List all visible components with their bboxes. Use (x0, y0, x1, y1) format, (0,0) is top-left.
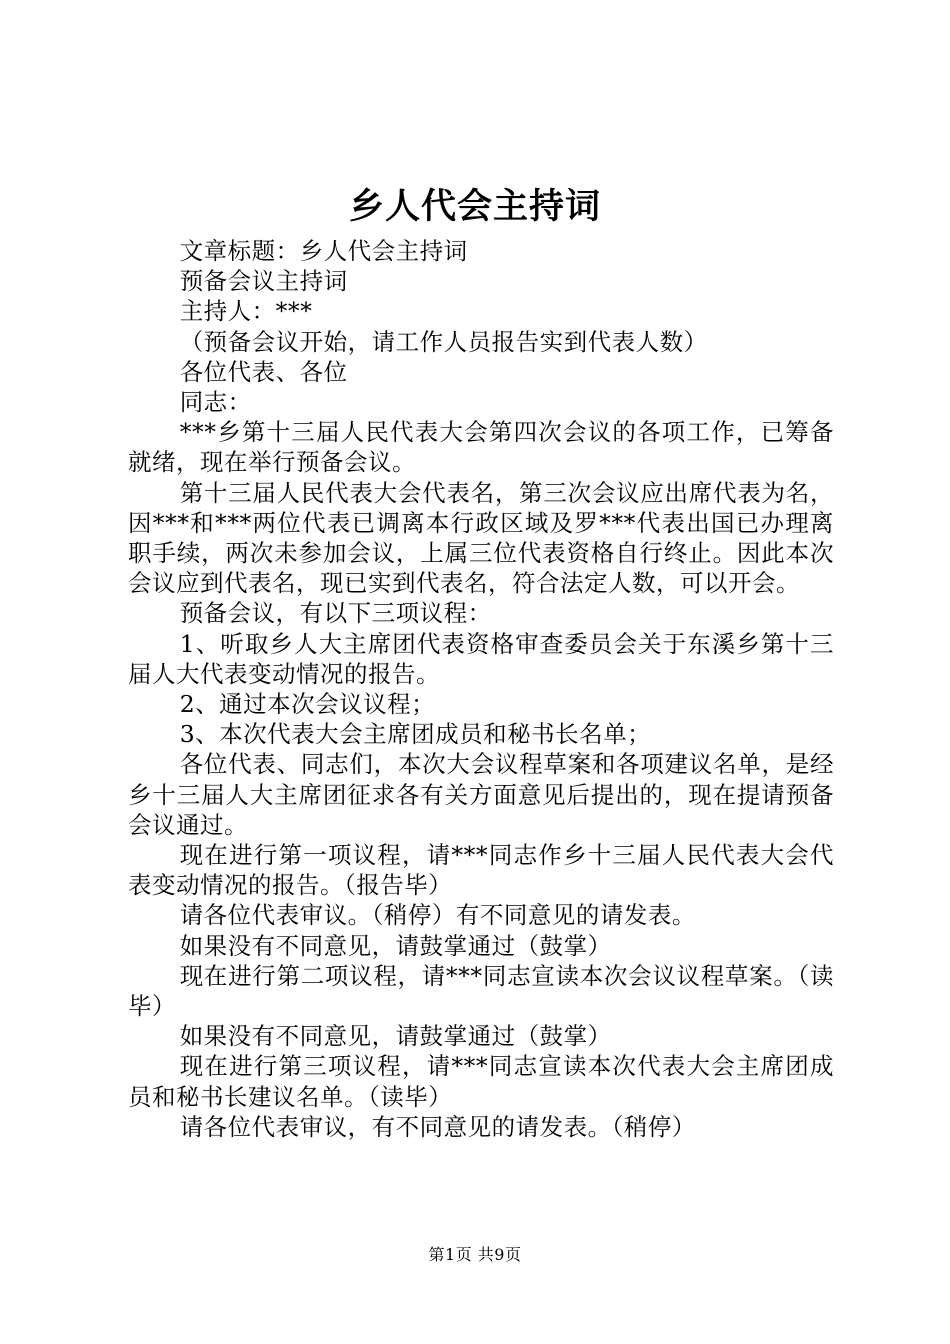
document-body (128, 236, 834, 1142)
paragraph-applause-2: 如果没有不同意见，请鼓掌通过（鼓掌） (179, 1022, 612, 1051)
paragraph-third-item: 现在进行第三项议程，请***同志宣读本次代表大会主席团成员和秘书长建议名单。（读毕） (128, 1052, 834, 1111)
paragraph-agenda-item-3: 3、本次代表大会主席团成员和秘书长名单； (179, 720, 652, 749)
paragraph-agenda-intro: 预备会议，有以下三项议程： (179, 599, 492, 628)
paragraph-draft-approval: 各位代表、同志们，本次大会议程草案和各项建议名单，是经乡十三届人大主席团征求各有关方面意见后提出的，现在提请预备会议通过。 (128, 750, 834, 839)
page-footer: 第1页 共9页 (428, 1245, 522, 1264)
paragraph-opening: ***乡第十三届人民代表大会第四次会议的各项工作，已筹备就绪，现在举行预备会议。 (128, 418, 834, 477)
paragraph-review-1: 请各位代表审议。（稍停）有不同意见的请发表。 (179, 901, 696, 930)
paragraph-meeting-start: （预备会议开始，请工作人员报告实到代表人数） (179, 327, 708, 356)
paragraph-preparatory-script: 预备会议主持词 (179, 267, 348, 296)
paragraph-attendance: 第十三届人民代表大会代表名，第三次会议应出席代表为名，因***和***两位代表已调离本行政区域及罗***代表出国已办理离职手续，两次未参加会议，上属三位代表资格自行终止。因此本次会议应到代表名，现已实到代表名，符合法定人数，可以开会。 (128, 478, 834, 598)
paragraph-agenda-item-1: 1、听取乡人大主席团代表资格审查委员会关于东溪乡第十三届人大代表变动情况的报告。 (128, 629, 834, 688)
paragraph-comrades: 同志： (179, 388, 252, 417)
paragraph-host: 主持人：*** (179, 297, 313, 326)
paragraph-greeting: 各位代表、各位 (179, 357, 348, 386)
document-title: 乡人代会主持词 (348, 187, 601, 227)
paragraph-applause-1: 如果没有不同意见，请鼓掌通过（鼓掌） (179, 931, 612, 960)
paragraph-second-item: 现在进行第二项议程，请***同志宣读本次会议议程草案。（读毕） (128, 961, 834, 1021)
paragraph-first-item: 现在进行第一项议程，请***同志作乡十三届人民代表大会代表变动情况的报告。（报告毕） (128, 841, 834, 900)
paragraph-review-2: 请各位代表审议，有不同意见的请发表。（稍停） (179, 1112, 696, 1141)
paragraph-agenda-item-2: 2、通过本次会议议程； (179, 690, 436, 719)
paragraph-article-title: 文章标题：乡人代会主持词 (179, 237, 468, 265)
